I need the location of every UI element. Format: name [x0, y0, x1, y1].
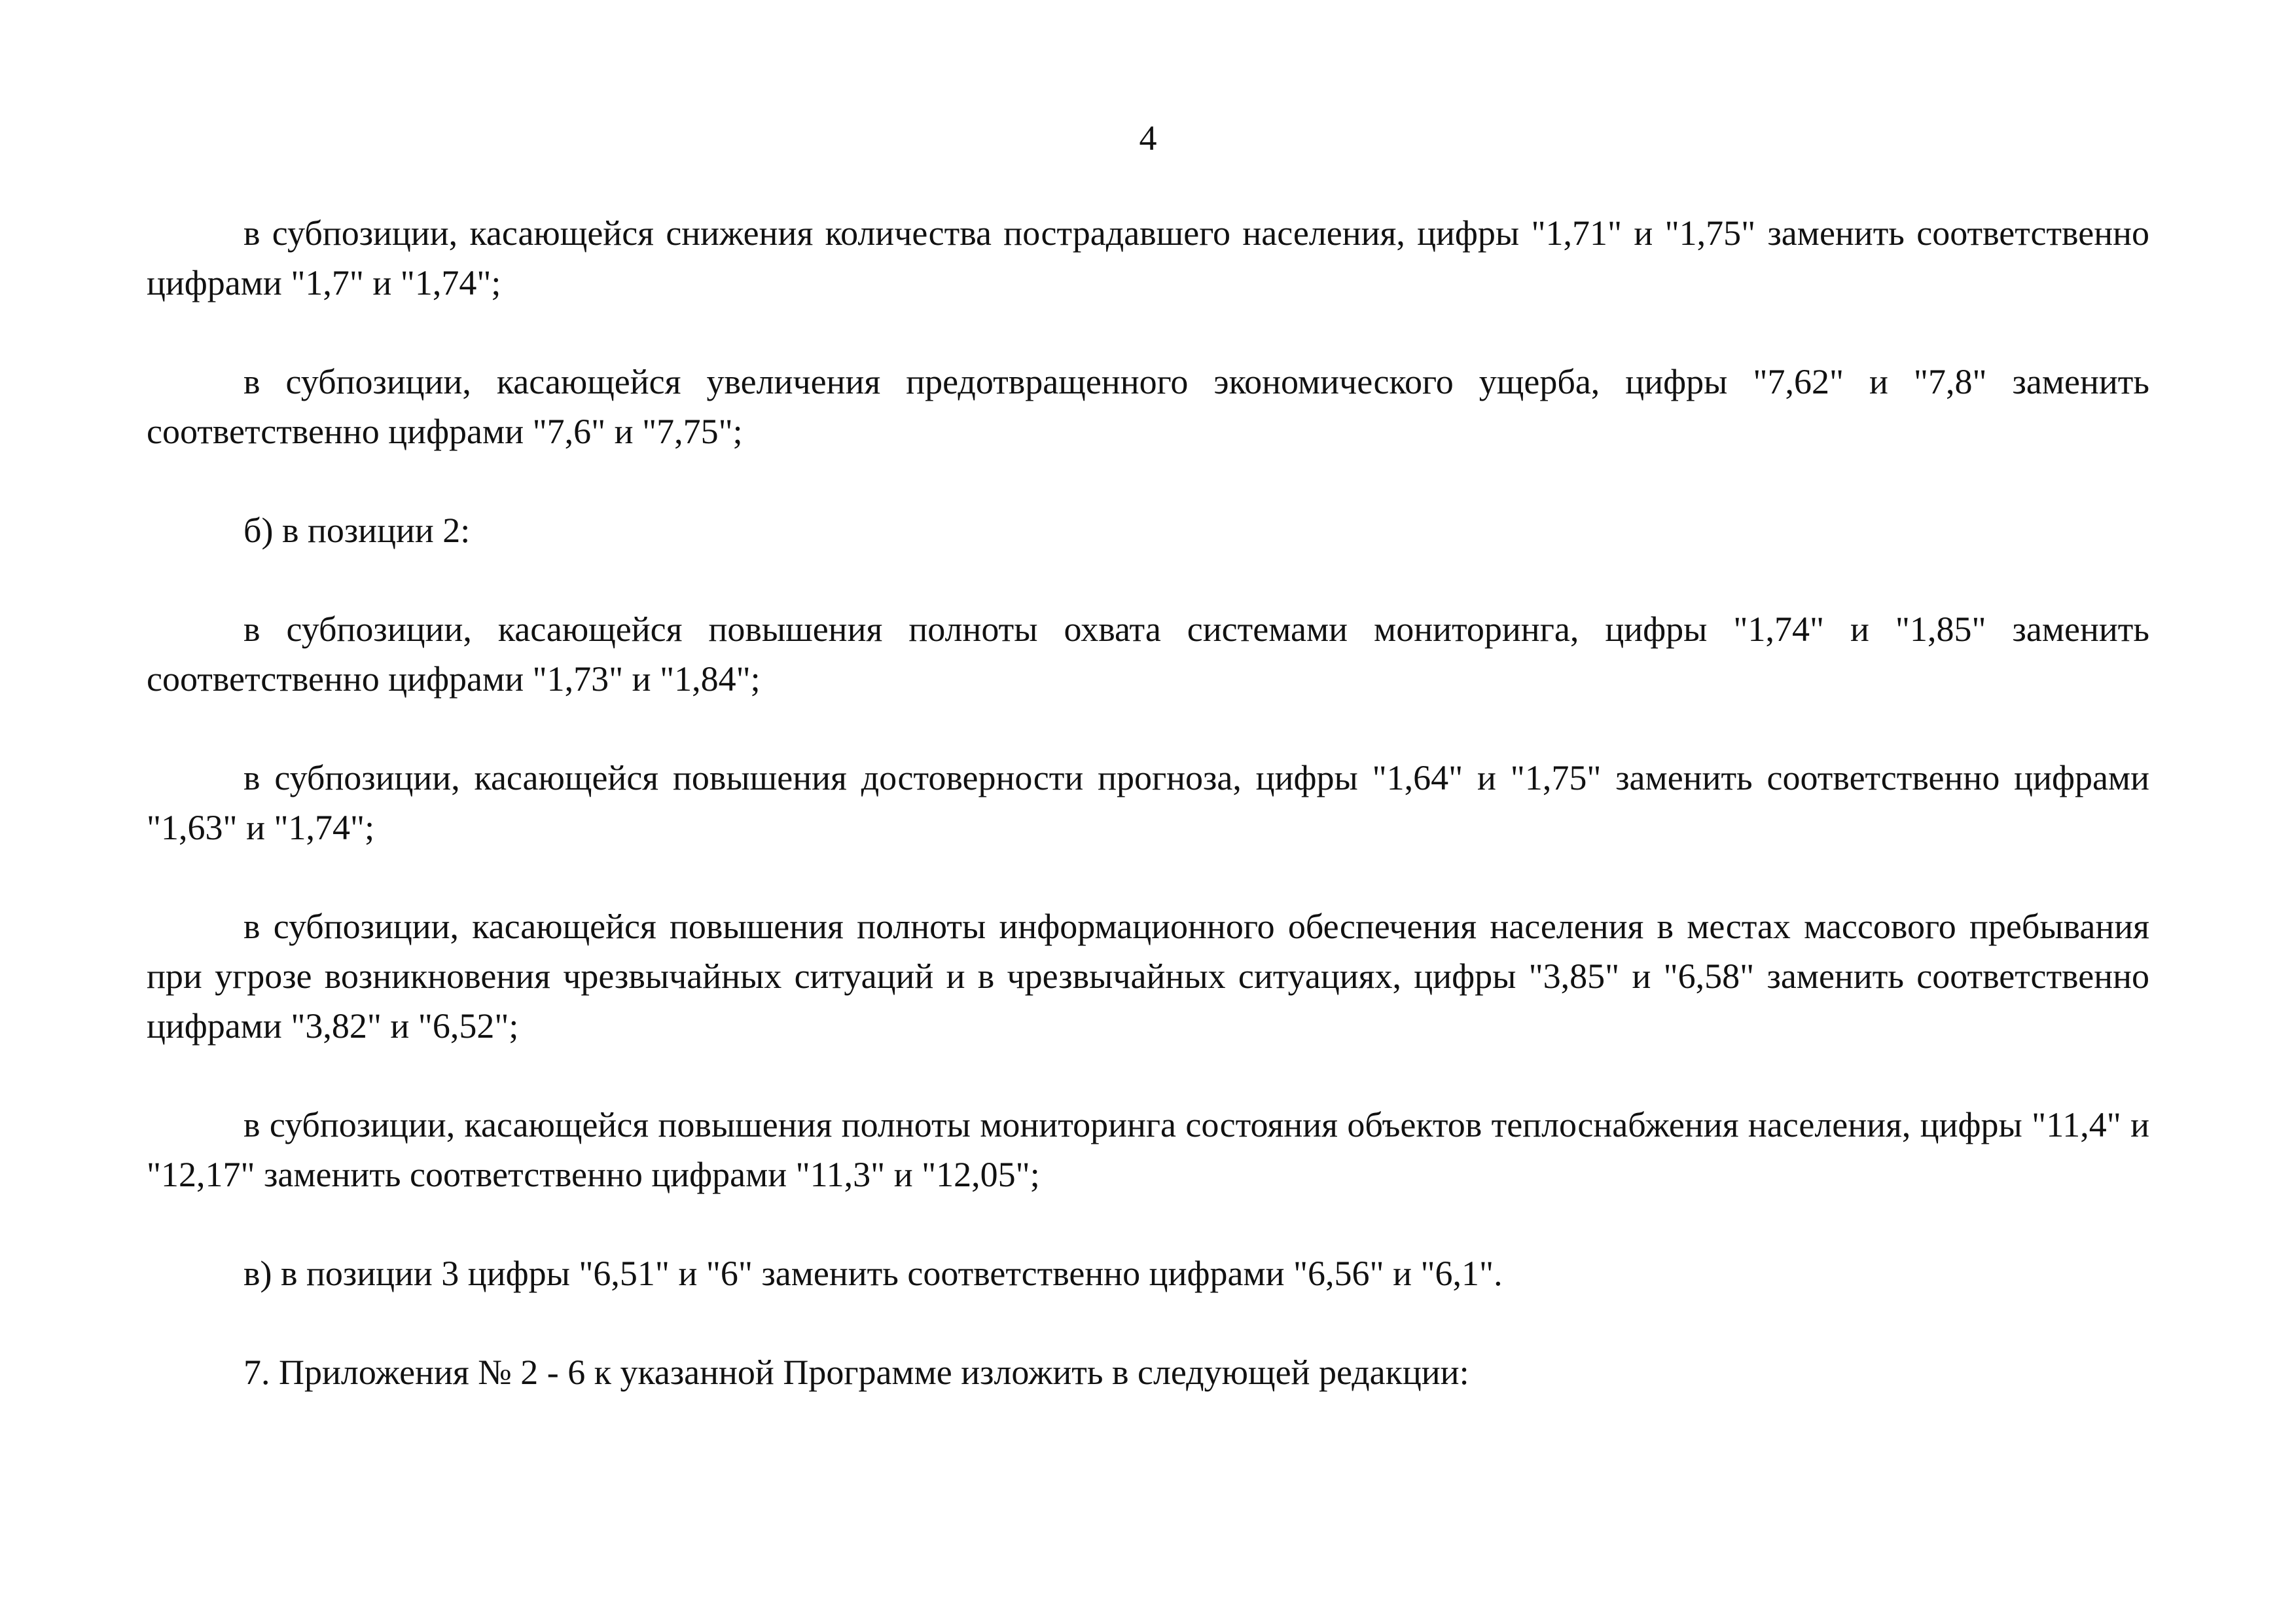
paragraph-subposition-affected-population: в субпозиции, касающейся снижения количества пострадавшего населения, цифры "1,71" и "1,75" заменить соответственно цифрами "1,7" и "1,74";	[147, 213, 2149, 302]
paragraph-position-3: в) в позиции 3 цифры "6,51" и "6" заменить соответственно цифрами "6,56" и "6,1".	[243, 1254, 1503, 1293]
paragraph-item-7-appendices: 7. Приложения № 2 - 6 к указанной Программе изложить в следующей редакции:	[243, 1353, 1469, 1392]
paragraph-position-2-heading: б) в позиции 2:	[243, 511, 471, 550]
paragraph-subposition-public-information: в субпозиции, касающейся повышения полноты информационного обеспечения населения в местах массового пребывания при угрозе возникновения чрезвычайных ситуаций и в чрезвычайных ситуациях, цифры "3,85" и "6,58" заменить соответственно цифрами "3,82" и "6,52";	[147, 907, 2149, 1046]
paragraph-subposition-heat-supply-monitoring: в субпозиции, касающейся повышения полноты мониторинга состояния объектов теплоснабжения населения, цифры "11,4" и "12,17" заменить соответственно цифрами "11,3" и "12,05";	[147, 1105, 2149, 1194]
page-number: 4	[1139, 119, 1157, 158]
paragraph-subposition-prevented-damage: в субпозиции, касающейся увеличения предотвращенного экономического ущерба, цифры "7,62" и "7,8" заменить соответственно цифрами "7,6" и "7,75";	[147, 362, 2149, 451]
paragraph-subposition-forecast-reliability: в субпозиции, касающейся повышения достоверности прогноза, цифры "1,64" и "1,75" заменить соответственно цифрами "1,63" и "1,74";	[147, 758, 2149, 847]
document-body	[147, 208, 2149, 1397]
paragraph-subposition-monitoring-coverage: в субпозиции, касающейся повышения полноты охвата системами мониторинга, цифры "1,74" и "1,85" заменить соответственно цифрами "1,73" и "1,84";	[147, 610, 2149, 699]
